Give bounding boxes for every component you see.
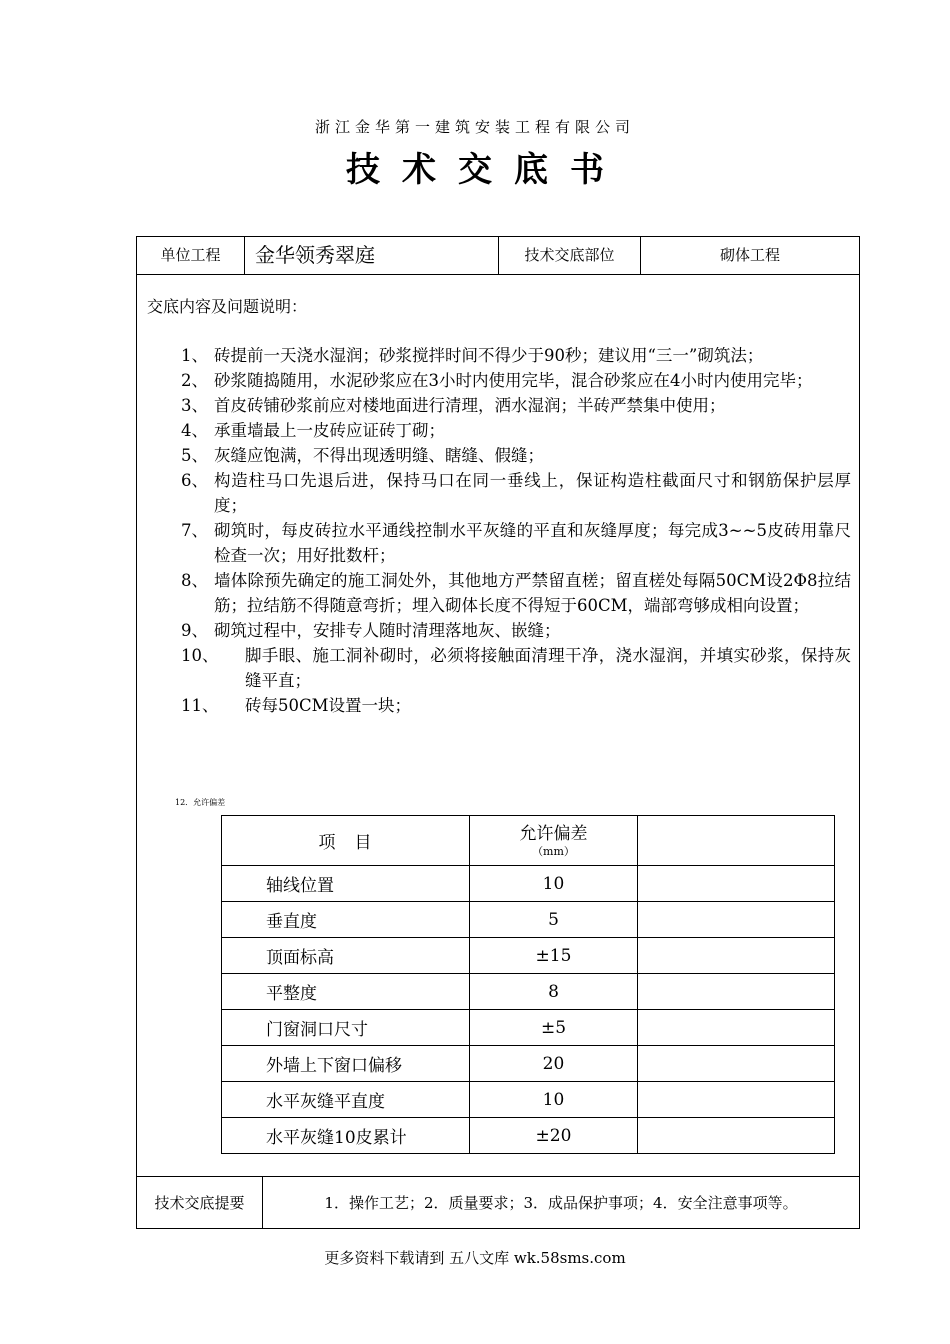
row-value: 20 [470, 1046, 638, 1082]
item-text: 承重墙最上一皮砖应证砖丁砌； [214, 421, 445, 440]
item-text: 砖提前一天浇水湿润；砂浆搅拌时间不得少于90秒；建议用“三一”砌筑法； [214, 346, 764, 365]
part-label: 技术交底部位 [524, 246, 615, 264]
tolerance-header-label: 允许偏差 [519, 823, 588, 844]
list-item [181, 468, 851, 518]
table-row [222, 938, 835, 974]
row-item: 垂直度 [222, 902, 470, 938]
row-item: 外墙上下窗口偏移 [222, 1046, 470, 1082]
row-item: 水平灰缝10皮累计 [222, 1118, 470, 1154]
table-row [222, 902, 835, 938]
row-blank [638, 1046, 835, 1082]
summary-text: 1．操作工艺；2．质量要求；3．成品保护事项；4．安全注意事项等。 [324, 1194, 798, 1212]
row-value: 10 [470, 1082, 638, 1118]
col-header-tolerance [470, 816, 638, 866]
item-number: 5、 [181, 446, 208, 465]
item-text: 首皮砖铺砂浆前应对楼地面进行清理，洒水湿润；半砖严禁集中使用； [214, 396, 726, 415]
summary-row [137, 1176, 859, 1229]
item-number: 7、 [181, 521, 208, 540]
row-value: ±5 [470, 1010, 638, 1046]
list-item [181, 618, 851, 643]
col-header-item: 项 目 [222, 816, 470, 866]
item-number: 9、 [181, 621, 208, 640]
table-row [222, 866, 835, 902]
row-value: ±20 [470, 1118, 638, 1154]
footer-download-note: 更多资料下载请到 五八文库 wk.58sms.com [324, 1249, 626, 1267]
info-row [137, 237, 859, 275]
summary-label: 技术交底提要 [154, 1194, 245, 1212]
company-name: 浙江金华第一建筑安装工程有限公司 [314, 118, 635, 136]
item-text: 砌筑时，每皮砖拉水平通线控制水平灰缝的平直和灰缝厚度；每完成3~~5皮砖用靠尺检查一次；用好批数杆； [214, 521, 851, 565]
list-item [181, 693, 851, 718]
row-value: 8 [470, 974, 638, 1010]
table-row [222, 1010, 835, 1046]
row-value: 5 [470, 902, 638, 938]
row-blank [638, 938, 835, 974]
item-number: 1、 [181, 346, 208, 365]
row-blank [638, 1010, 835, 1046]
list-item [181, 643, 851, 693]
item-text: 砖每50CM设置一块； [245, 696, 412, 715]
item-text: 灰缝应饱满，不得出现透明缝、瞎缝、假缝； [214, 446, 544, 465]
tolerance-header-unit: （mm） [532, 844, 575, 858]
item-text: 砂浆随捣随用，水泥砂浆应在3小时内使用完毕，混合砂浆应在4小时内使用完毕； [214, 371, 813, 390]
list-item [181, 568, 851, 618]
table-header-row [222, 816, 835, 866]
item-number: 11、 [181, 696, 219, 715]
row-blank [638, 1082, 835, 1118]
item-text: 脚手眼、施工洞补砌时，必须将接触面清理干净，浇水湿润，并填实砂浆，保持灰缝平直； [245, 646, 851, 690]
item-number: 8、 [181, 571, 208, 590]
item-number: 6、 [181, 471, 208, 490]
item-number: 10、 [181, 646, 219, 665]
row-value: ±15 [470, 938, 638, 974]
row-item: 平整度 [222, 974, 470, 1010]
table-row [222, 1082, 835, 1118]
tolerance-caption: 12．允许偏差 [175, 798, 226, 807]
row-blank [638, 866, 835, 902]
table-row [222, 1118, 835, 1154]
part-value: 砌体工程 [719, 246, 780, 264]
row-item: 水平灰缝平直度 [222, 1082, 470, 1118]
document-title: 技术交底书 [346, 150, 626, 190]
table-row [222, 974, 835, 1010]
item-text: 构造柱马口先退后进，保持马口在同一垂线上，保证构造柱截面尺寸和钢筋保护层厚度； [214, 471, 851, 515]
list-item [181, 518, 851, 568]
row-item: 轴线位置 [222, 866, 470, 902]
row-blank [638, 902, 835, 938]
item-number: 3、 [181, 396, 208, 415]
list-item [181, 368, 851, 393]
item-text: 砌筑过程中，安排专人随时清理落地灰、嵌缝； [214, 621, 561, 640]
table-row [222, 1046, 835, 1082]
list-item [181, 393, 851, 418]
item-number: 4、 [181, 421, 208, 440]
list-item [181, 418, 851, 443]
tolerance-table [221, 815, 835, 1154]
item-text: 墙体除预先确定的施工洞处外，其他地方严禁留直槎；留直槎处每隔50CM设2Φ8拉结筋；拉结筋不得随意弯折；埋入砌体长度不得短于60CM，端部弯够成相向设置； [214, 571, 851, 615]
list-item [181, 443, 851, 468]
row-item: 门窗洞口尺寸 [222, 1010, 470, 1046]
unit-value: 金华领秀翠庭 [255, 243, 375, 267]
instruction-list [181, 343, 851, 718]
row-value: 10 [470, 866, 638, 902]
col-header-blank [638, 816, 835, 866]
row-blank [638, 1118, 835, 1154]
row-item: 顶面标高 [222, 938, 470, 974]
row-blank [638, 974, 835, 1010]
item-number: 2、 [181, 371, 208, 390]
disclosure-form [136, 236, 860, 1229]
list-item [181, 343, 851, 368]
unit-label: 单位工程 [160, 246, 221, 264]
content-intro: 交底内容及问题说明： [147, 297, 308, 316]
